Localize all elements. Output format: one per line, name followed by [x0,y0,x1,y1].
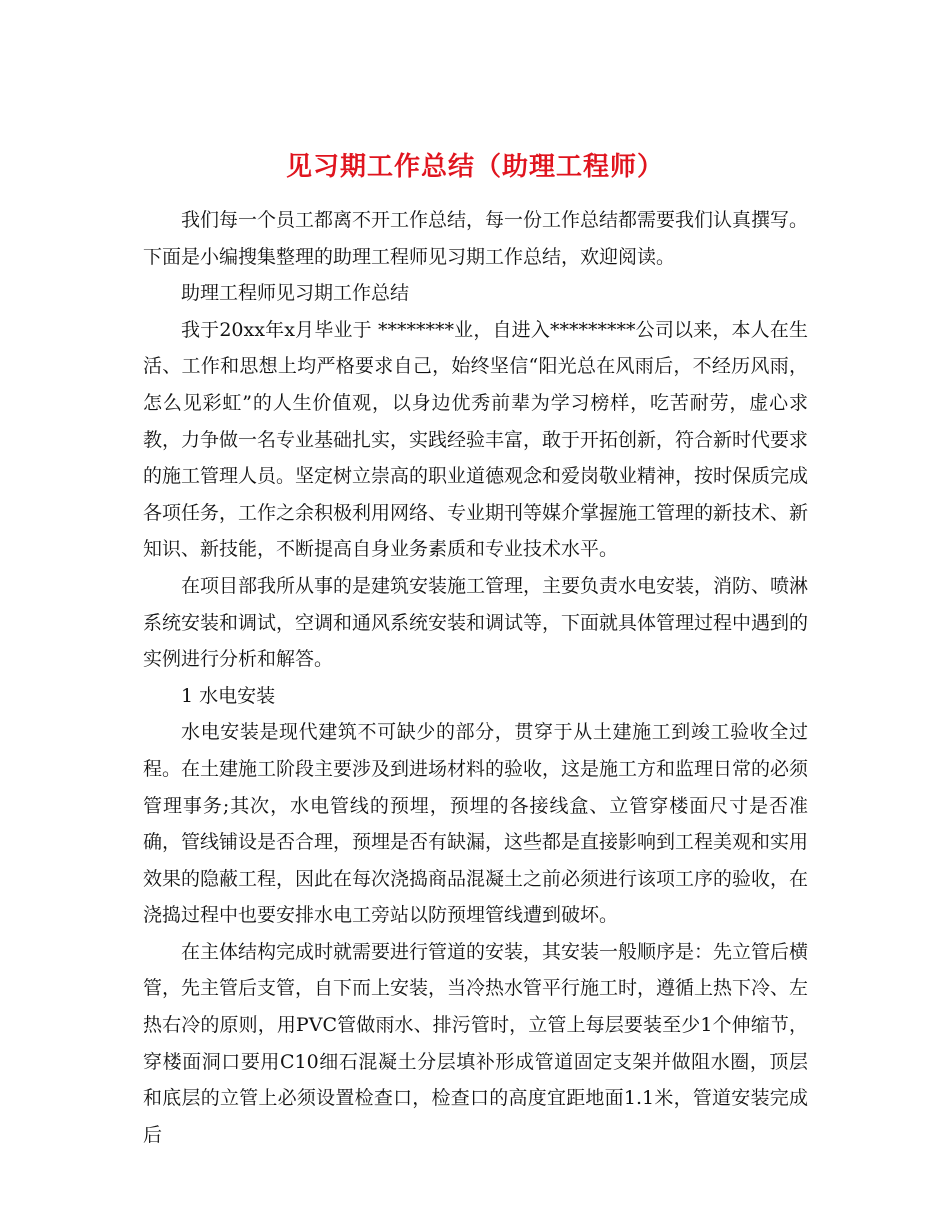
paragraph-plumbing-electrical: 水电安装是现代建筑不可缺少的部分，贯穿于从土建施工到竣工验收全过程。在土建施工阶段主要涉及到进场材料的验收，这是施工方和监理日常的必须管理事务;其次，水电管线的预埋，预埋的各接线盒、立管穿楼面尺寸是否准确，管线铺设是否合理，预埋是否有缺漏，这些都是直接影响到工程美观和实用效果的隐蔽工程，因此在每次浇捣商品混凝土之前必须进行该项工序的验收，在浇捣过程中也要安排水电工旁站以防预埋管线遭到破坏。 [143,721,809,927]
paragraph-intro: 我们每一个员工都离不开工作总结，每一份工作总结都需要我们认真撰写。下面是小编搜集整理的助理工程师见习期工作总结，欢迎阅读。 [143,209,809,268]
section-heading-plumbing-electrical: 1 水电安装 [181,684,276,707]
document-body [143,202,808,1153]
document-title: 见习期工作总结（助理工程师） [285,152,664,183]
paragraph-duties: 在项目部我所从事的是建筑安装施工管理，主要负责水电安装，消防、喷淋系统安装和调试，空调和通风系统安装和调试等，下面就具体管理过程中遇到的实例进行分析和解答。 [143,574,809,671]
paragraph-pipe-installation: 在主体结构完成时就需要进行管道的安装，其安装一般顺序是：先立管后横管，先主管后支管，自下而上安装，当冷热水管平行施工时，遵循上热下冷、左热右冷的原则，用PVC管做雨水、排污管时，立管上每层要装至少1个伸缩节，穿楼面洞口要用C10细石混凝土分层填补形成管道固定支架并做阻水圈，顶层和底层的立管上必须设置检查口，检查口的高度宜距地面1.1米，管道安装完成后 [143,940,809,1146]
paragraph-subtitle: 助理工程师见习期工作总结 [181,282,410,305]
paragraph-self-intro: 我于20xx年x月毕业于 ********业，自进入*********公司以来，本人在生活、工作和思想上均严格要求自己，始终坚信“阳光总在风雨后，不经历风雨，怎么见彩虹”的人生价值观，以身边优秀前辈为学习榜样，吃苦耐劳，虚心求教，力争做一名专业基础扎实，实践经验丰富，敢于开拓创新，符合新时代要求的施工管理人员。坚定树立崇高的职业道德观念和爱岗敬业精神，按时保质完成各项任务，工作之余积极利用网络、专业期刊等媒介掌握施工管理的新技术、新知识、新技能，不断提高自身业务素质和专业技术水平。 [143,318,809,561]
